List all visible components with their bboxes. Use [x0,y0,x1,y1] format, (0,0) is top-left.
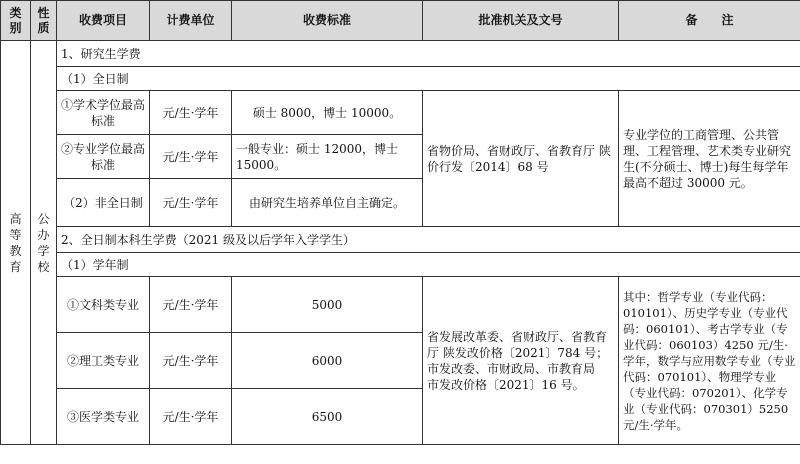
standard-cell: 硕士 8000，博士 10000。 [232,91,423,135]
standard-cell: 6000 [232,333,423,389]
item-cell: ②理工类专业 [57,333,150,389]
item-cell: ①文科类专业 [57,277,150,333]
section-title-undergrad: 2、全日制本科生学费（2021 级及以后学年入学学生） [57,227,800,253]
table-row [1,277,800,333]
subsection-row-fulltime [1,67,800,91]
remarks-cell-graduate: 专业学位的工商管理、公共管理、工程管理、艺术类专业研究生(不分硕士、博士)每生每学年最高不超过 30000 元。 [619,91,800,227]
item-cell: ①学术学位最高标准 [57,91,150,135]
nature-char: 学 [37,243,50,258]
nature-cell [31,41,57,445]
approval-line: 省发展改革委、省财政厅、省教育厅 陕发改价格〔2021〕784 号； [427,329,609,360]
approval-line: 市发改委、市财政局、市教育局 [427,361,596,376]
standard-cell: 一般专业：硕士 12000，博士 15000。 [232,135,423,179]
unit-cell: 元/生·学年 [150,179,232,227]
approval-cell-undergrad [423,277,619,445]
header-remarks: 备 注 [619,1,800,41]
approval-cell-graduate: 省物价局、省财政厅、省教育厅 陕价行发〔2014〕68 号 [423,91,619,227]
unit-cell: 元/生·学年 [150,277,232,333]
approval-line: 市发改价格〔2021〕16 号。 [427,377,585,392]
header-unit: 计费单位 [150,1,232,41]
header-row [1,1,800,41]
item-cell: （2）非全日制 [57,179,150,227]
section-row-undergrad [1,227,800,253]
section-row-graduate [1,41,800,67]
standard-cell: 6500 [232,389,423,445]
nature-char: 公 [37,211,50,226]
unit-cell: 元/生·学年 [150,135,232,179]
section-title-graduate: 1、研究生学费 [57,41,800,67]
table-row [1,91,800,135]
standard-cell: 5000 [232,277,423,333]
header-standard: 收费标准 [232,1,423,41]
header-item: 收费项目 [57,1,150,41]
subsection-title-academic-year: （1）学年制 [57,253,800,277]
subsection-row-academic-year [1,253,800,277]
unit-cell: 元/生·学年 [150,91,232,135]
category-char: 高 [9,211,22,226]
category-char: 教 [9,243,22,258]
item-cell: ②专业学位最高标准 [57,135,150,179]
category-cell [1,41,31,445]
category-char: 育 [9,259,22,274]
remarks-cell-undergrad: 其中：哲学专业（专业代码：010101）、历史学专业（专业代码：060101）、考古学专业（专业代码：060103）4250 元/生·学年，数学与应用数学专业（专业代码：070101）、物理学专业（专业代码：070201）、化学专业（专业代码：070301）5250 元/生·学年。 [619,277,800,445]
category-char: 等 [9,227,22,242]
nature-char: 办 [37,227,50,242]
unit-cell: 元/生·学年 [150,333,232,389]
nature-char: 校 [37,259,50,274]
header-approval: 批准机关及文号 [423,1,619,41]
unit-cell: 元/生·学年 [150,389,232,445]
standard-cell: 由研究生培养单位自主确定。 [232,179,423,227]
header-category: 类别 [1,1,31,41]
header-nature: 性质 [31,1,57,41]
item-cell: ③医学类专业 [57,389,150,445]
subsection-title-fulltime: （1）全日制 [57,67,800,91]
